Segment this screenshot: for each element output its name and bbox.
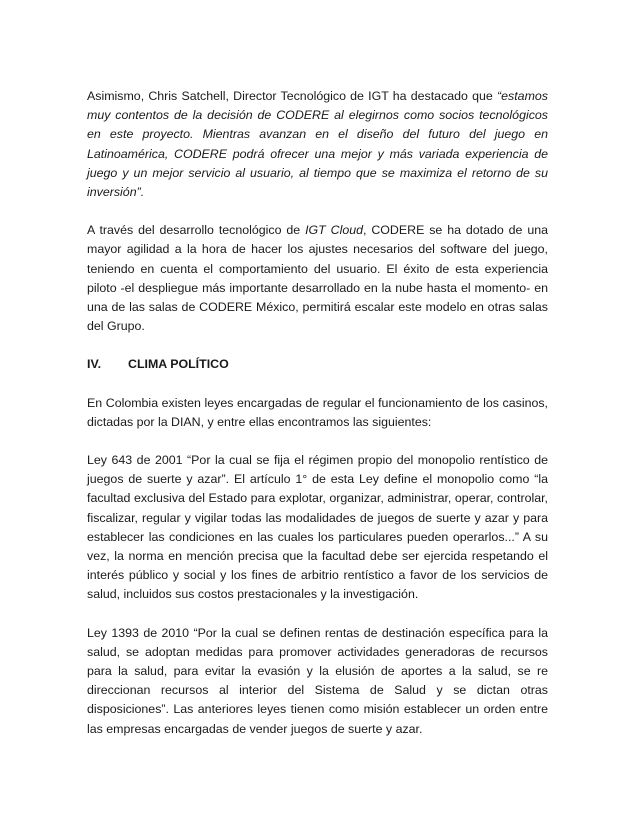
section-title: CLIMA POLÍTICO: [128, 357, 229, 372]
document-page: [87, 87, 548, 758]
italic-quote: “estamos muy contentos de la decisión de CODERE al elegirnos como socios tecnológicos en este proyecto. Mientras avanzan en el diseño del futuro del juego en Latinoamérica, CODERE podrá ofrecer una mejor y más variada experiencia de juego y un mejor servicio al usuario, al tiempo que se maximiza el retorno de su inversión”.: [87, 89, 548, 200]
product-name: IGT Cloud: [305, 223, 363, 238]
paragraph-igt-cloud: [87, 221, 548, 336]
paragraph-lead: A través del desarrollo tecnológico de: [87, 223, 306, 238]
paragraph-ley-643: Ley 643 de 2001 “Por la cual se fija el régimen propio del monopolio rentístico de juegos de suerte y azar”. El artículo 1° de esta Ley define el monopolio como “la facultad exclusiva del Estado para explotar, organizar, administrar, operar, controlar, fiscalizar, regular y vigilar todas las modalidades de juegos de suerte y azar y para establecer las condiciones en las cuales los particulares pueden operarlos...” A su vez, la norma en mención precisa que la facultad debe ser ejercida respetando el interés público y social y los fines de arbitrio rentístico a favor de los servicios de salud, incluidos sus costos prestacionales y la investigación.: [87, 453, 548, 602]
paragraph-colombia-intro: En Colombia existen leyes encargadas de regular el funcionamiento de los casinos, dictadas por la DIAN, y entre ellas encontramos las siguientes:: [87, 395, 548, 429]
paragraph-lead: Asimismo, Chris Satchell, Director Tecnológico de IGT ha destacado que: [87, 89, 498, 103]
paragraph-rest: , CODERE se ha dotado de una mayor agilidad a la hora de hacer los ajustes necesarios del software del juego, teniendo en cuenta el comportamiento del usuario. El éxito de esta experiencia piloto -el despliegue más importante desarrollado en la nube hasta el momento- en una de las salas de CODERE México, permitirá escalar este modelo en otras salas del Grupo.: [87, 223, 549, 334]
paragraph-satchell-quote: [87, 87, 548, 202]
section-number: IV.: [87, 357, 102, 372]
section-heading: [87, 355, 548, 374]
paragraph-ley-1393: Ley 1393 de 2010 “Por la cual se definen rentas de destinación específica para la salud, se adoptan medidas para promover actividades generadoras de recursos para la salud, para evitar la evasión y la elusión de aportes a la salud, se re direccionan recursos al interior del Sistema de Salud y se dictan otras disposiciones”. Las anteriores leyes tienen como misión establecer un orden entre las empresas encargadas de vender juegos de suerte y azar.: [87, 625, 548, 736]
